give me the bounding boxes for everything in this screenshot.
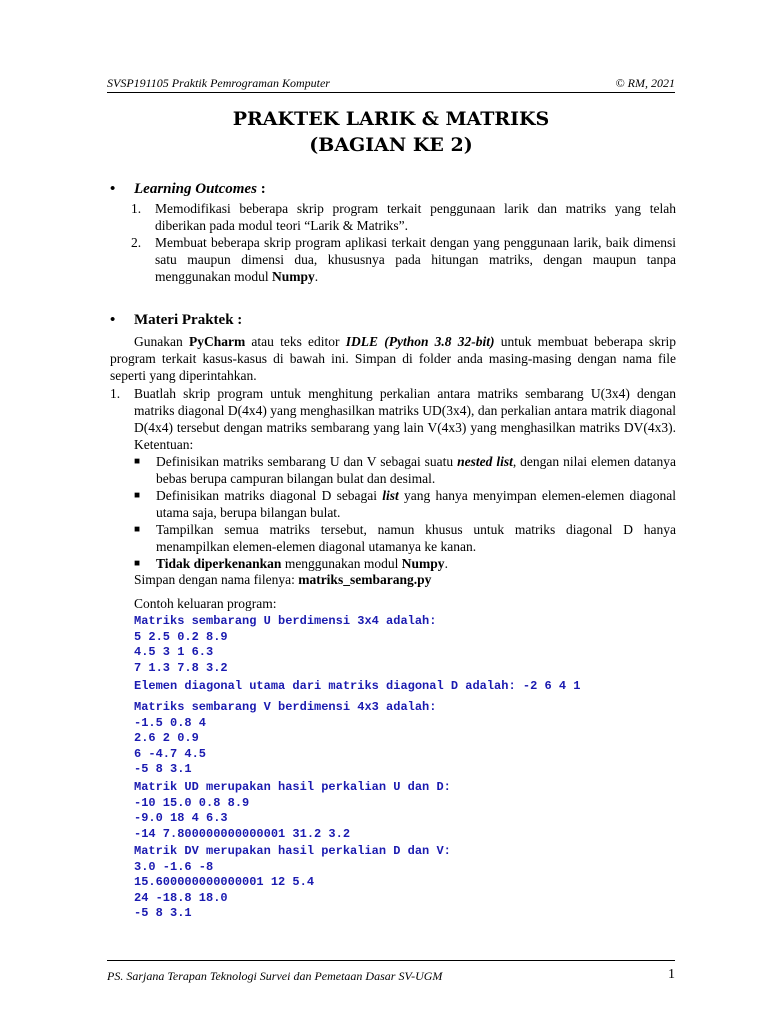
- output-line: 5 2.5 0.2 8.9: [134, 629, 228, 644]
- save-instruction: Simpan dengan nama filenya: matriks_sembarang.py: [134, 572, 432, 587]
- output-line: 24 -18.8 18.0: [134, 890, 228, 905]
- example-label: Contoh keluaran program:: [134, 596, 277, 611]
- output-line: Matrik DV merupakan hasil perkalian D dan V:: [134, 844, 451, 858]
- header-copyright: © RM, 2021: [615, 76, 675, 90]
- header-course: SVSP191105 Praktik Pemrograman Komputer: [107, 76, 330, 90]
- square-bullet-icon: ■: [134, 524, 141, 535]
- output-line: Matrik UD merupakan hasil perkalian U dan D:: [134, 780, 451, 794]
- output-block-ud: [134, 780, 674, 842]
- output-line: 7 1.3 7.8 3.2: [134, 660, 228, 675]
- footer-institution: PS. Sarjana Terapan Teknologi Survei dan Pemetaan Dasar SV-UGM: [107, 969, 443, 983]
- bullet-icon: •: [110, 181, 116, 197]
- output-line: 3.0 -1.6 -8: [134, 859, 214, 874]
- output-block-v: [134, 700, 674, 778]
- output-line: -9.0 18 4 6.3: [134, 811, 228, 825]
- output-line: 15.600000000000001 12 5.4: [134, 875, 315, 889]
- page-number: 1: [668, 967, 675, 982]
- output-block-dv: [134, 844, 674, 922]
- page-header: [107, 72, 675, 93]
- square-bullet-icon: ■: [134, 456, 141, 467]
- output-line: Matriks sembarang V berdimensi 4x3 adalah:: [134, 700, 437, 714]
- output-line: -10 15.0 0.8 8.9: [134, 795, 250, 810]
- output-line: 2.6 2 0.9: [134, 731, 199, 745]
- output-line: Elemen diagonal utama dari matriks diagonal D adalah: -2 6 4 1: [134, 679, 581, 693]
- bullet-icon: •: [110, 312, 116, 328]
- page-footer: [107, 960, 675, 989]
- materi-paragraph: Gunakan PyCharm atau teks editor IDLE (Python 3.8 32-bit) untuk membuat beberapa skrip program terkait kasus-kasus di bawah ini. Simpan di folder anda masing-masing dengan nama file seperti yang diperintahkan.: [110, 334, 677, 383]
- output-line: 6 -4.7 4.5: [134, 746, 207, 761]
- square-bullet-icon: ■: [134, 490, 141, 501]
- output-line: 4.5 3 1 6.3: [134, 645, 214, 659]
- output-block-d: [134, 679, 674, 695]
- square-bullet-icon: ■: [134, 558, 141, 569]
- output-line: -5 8 3.1: [134, 906, 192, 920]
- output-block-u: [134, 614, 674, 676]
- page-title: PRAKTEK LARIK & MATRIKS: [232, 108, 550, 130]
- output-line: -1.5 0.8 4: [134, 715, 207, 730]
- filename: matriks_sembarang.py: [298, 572, 432, 587]
- output-line: -5 8 3.1: [134, 762, 192, 776]
- output-line: Matriks sembarang U berdimensi 3x4 adalah:: [134, 614, 437, 628]
- output-line: -14 7.800000000000001 31.2 3.2: [134, 826, 351, 841]
- page-subtitle: (BAGIAN KE 2): [309, 134, 473, 156]
